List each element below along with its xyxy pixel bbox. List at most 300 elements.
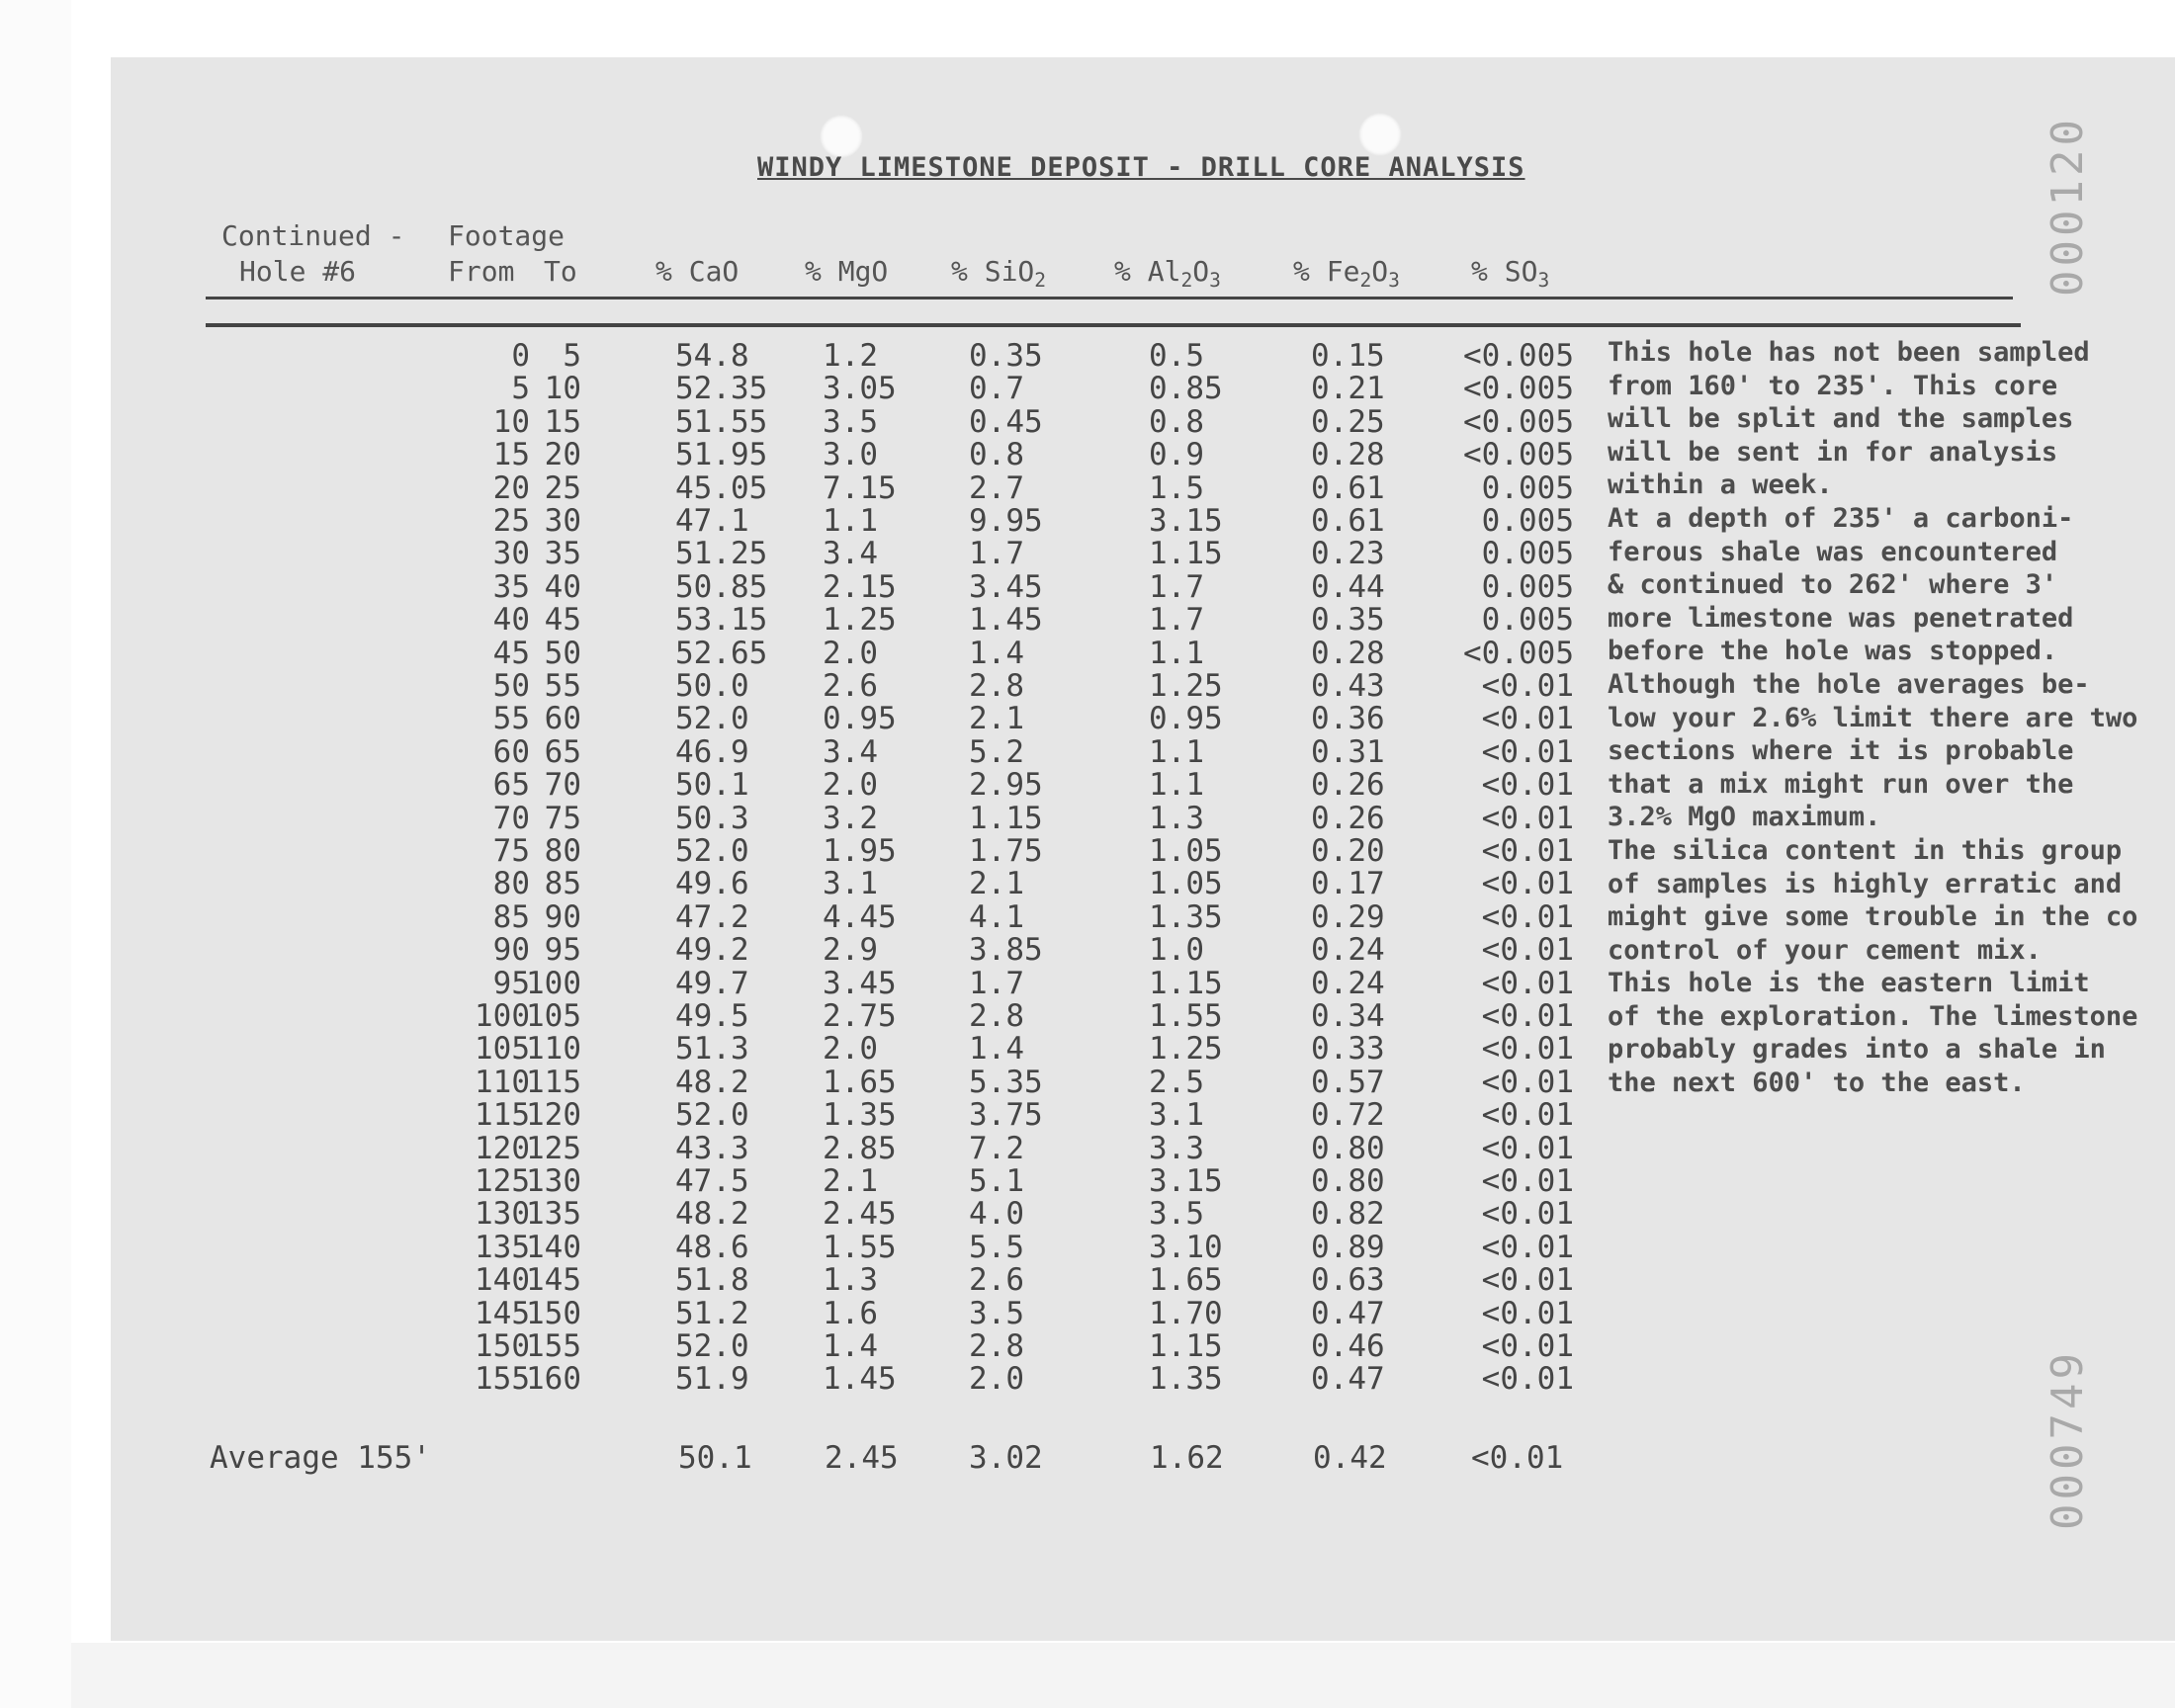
cell-so3: <0.005 (1463, 338, 1574, 374)
cell-from: 75 (492, 833, 530, 869)
note-line: the next 600' to the east. (1608, 1068, 2026, 1099)
cell-cao: 47.1 (675, 503, 749, 539)
cell-mgo: 3.2 (823, 800, 878, 836)
cell-from: 15 (492, 437, 530, 473)
note-line: that a mix might run over the (1608, 768, 2074, 800)
note-line: of the exploration. The limestone (1608, 1000, 2138, 1032)
cell-sio2: 1.4 (969, 1031, 1024, 1068)
cell-fe2o3: 0.28 (1311, 437, 1385, 473)
cell-cao: 49.2 (675, 932, 749, 969)
cell-cao: 48.2 (675, 1196, 749, 1233)
cell-cao: 51.8 (675, 1262, 749, 1299)
cell-sio2: 1.7 (969, 536, 1024, 572)
cell-to: 160 (526, 1361, 581, 1398)
cell-cao: 52.0 (675, 833, 749, 869)
cell-sio2: 9.95 (969, 503, 1043, 539)
cell-sio2: 1.75 (969, 833, 1043, 869)
cell-so3: <0.01 (1481, 932, 1574, 969)
note-line: This hole is the eastern limit (1608, 968, 2090, 999)
cell-from: 60 (492, 733, 530, 770)
header-so3: % $SO_3$ (1471, 255, 1550, 292)
cell-al2o3: 1.25 (1149, 1031, 1223, 1068)
cell-fe2o3: 0.46 (1311, 1328, 1385, 1364)
cell-cao: 48.6 (675, 1229, 749, 1265)
note-line: ferous shale was encountered (1608, 536, 2058, 567)
header-footage: Footage (448, 219, 566, 252)
cell-al2o3: 3.15 (1149, 503, 1223, 539)
cell-to: 25 (544, 470, 581, 506)
cell-fe2o3: 0.35 (1311, 602, 1385, 639)
header-cao: % CaO (655, 255, 740, 288)
cell-from: 95 (492, 965, 530, 1001)
cell-cao: 48.2 (675, 1064, 749, 1100)
cell-mgo: 3.45 (823, 965, 897, 1001)
note-line: might give some trouble in the co (1608, 901, 2138, 933)
cell-mgo: 2.0 (823, 767, 878, 804)
cell-fe2o3: 0.24 (1311, 932, 1385, 969)
cell-sio2: 4.0 (969, 1196, 1024, 1233)
cell-cao: 50.85 (675, 568, 768, 605)
cell-fe2o3: 0.80 (1311, 1130, 1385, 1166)
cell-mgo: 1.25 (823, 602, 897, 639)
header-hole: Hole #6 (239, 255, 357, 288)
cell-from: 115 (475, 1097, 530, 1134)
cell-al2o3: 0.95 (1149, 701, 1223, 737)
cell-sio2: 7.2 (969, 1130, 1024, 1166)
cell-to: 10 (544, 371, 581, 407)
cell-to: 110 (526, 1031, 581, 1068)
cell-from: 135 (475, 1229, 530, 1265)
cell-to: 65 (544, 733, 581, 770)
cell-so3: 0.005 (1481, 568, 1574, 605)
average-mgo: 2.45 (825, 1440, 899, 1476)
cell-cao: 51.9 (675, 1361, 749, 1398)
cell-cao: 52.65 (675, 635, 768, 671)
cell-to: 90 (544, 898, 581, 935)
cell-sio2: 3.5 (969, 1295, 1024, 1331)
note-line: before the hole was stopped. (1608, 636, 2058, 667)
cell-cao: 51.55 (675, 403, 768, 440)
cell-cao: 47.2 (675, 898, 749, 935)
cell-cao: 51.25 (675, 536, 768, 572)
average-al2o3: 1.62 (1150, 1440, 1224, 1476)
cell-so3: <0.01 (1481, 668, 1574, 704)
page-stamp-top: 000120 (2043, 116, 2093, 297)
header-continued: Continued - (221, 219, 405, 252)
cell-fe2o3: 0.47 (1311, 1295, 1385, 1331)
cell-to: 125 (526, 1130, 581, 1166)
cell-from: 25 (492, 503, 530, 539)
cell-from: 50 (492, 668, 530, 704)
note-line: sections where it is probable (1608, 735, 2074, 767)
cell-to: 55 (544, 668, 581, 704)
cell-sio2: 0.45 (969, 403, 1043, 440)
cell-al2o3: 3.5 (1149, 1196, 1204, 1233)
cell-so3: <0.01 (1481, 1064, 1574, 1100)
cell-from: 130 (475, 1196, 530, 1233)
cell-so3: 0.005 (1481, 536, 1574, 572)
cell-cao: 50.1 (675, 767, 749, 804)
cell-to: 115 (526, 1064, 581, 1100)
cell-from: 80 (492, 866, 530, 902)
cell-from: 70 (492, 800, 530, 836)
cell-so3: 0.005 (1481, 470, 1574, 506)
cell-al2o3: 1.70 (1149, 1295, 1223, 1331)
cell-to: 5 (563, 338, 581, 374)
cell-cao: 54.8 (675, 338, 749, 374)
cell-cao: 45.05 (675, 470, 768, 506)
cell-fe2o3: 0.72 (1311, 1097, 1385, 1134)
cell-sio2: 2.6 (969, 1262, 1024, 1299)
note-line: from 160' to 235'. This core (1608, 370, 2058, 401)
cell-al2o3: 1.7 (1149, 568, 1204, 605)
cell-mgo: 2.0 (823, 1031, 878, 1068)
cell-from: 10 (492, 403, 530, 440)
cell-so3: 0.005 (1481, 503, 1574, 539)
cell-sio2: 2.8 (969, 668, 1024, 704)
average-fe2o3: 0.42 (1313, 1440, 1387, 1476)
cell-to: 40 (544, 568, 581, 605)
cell-fe2o3: 0.28 (1311, 635, 1385, 671)
cell-so3: <0.01 (1481, 1229, 1574, 1265)
cell-fe2o3: 0.25 (1311, 403, 1385, 440)
cell-so3: <0.005 (1463, 403, 1574, 440)
cell-al2o3: 1.15 (1149, 1328, 1223, 1364)
cell-cao: 51.2 (675, 1295, 749, 1331)
cell-sio2: 3.45 (969, 568, 1043, 605)
cell-so3: <0.01 (1481, 833, 1574, 869)
cell-sio2: 5.1 (969, 1163, 1024, 1199)
cell-from: 5 (511, 371, 530, 407)
cell-mgo: 3.1 (823, 866, 878, 902)
cell-sio2: 5.35 (969, 1064, 1043, 1100)
cell-sio2: 2.8 (969, 1328, 1024, 1364)
cell-mgo: 2.6 (823, 668, 878, 704)
cell-al2o3: 1.15 (1149, 965, 1223, 1001)
cell-fe2o3: 0.34 (1311, 998, 1385, 1034)
cell-fe2o3: 0.57 (1311, 1064, 1385, 1100)
cell-from: 120 (475, 1130, 530, 1166)
cell-from: 110 (475, 1064, 530, 1100)
cell-from: 85 (492, 898, 530, 935)
cell-al2o3: 3.3 (1149, 1130, 1204, 1166)
cell-cao: 53.15 (675, 602, 768, 639)
cell-mgo: 7.15 (823, 470, 897, 506)
header-mgo: % MgO (805, 255, 889, 288)
cell-to: 80 (544, 833, 581, 869)
cell-sio2: 2.7 (969, 470, 1024, 506)
cell-mgo: 3.5 (823, 403, 878, 440)
header-al2o3: % $Al_2O_3$ (1114, 255, 1221, 292)
note-line: of samples is highly erratic and (1608, 868, 2123, 899)
cell-sio2: 3.75 (969, 1097, 1043, 1134)
cell-cao: 49.5 (675, 998, 749, 1034)
header-from: From (448, 255, 515, 288)
cell-from: 55 (492, 701, 530, 737)
cell-from: 0 (511, 338, 530, 374)
cell-mgo: 2.0 (823, 635, 878, 671)
cell-so3: <0.005 (1463, 635, 1574, 671)
cell-fe2o3: 0.20 (1311, 833, 1385, 869)
note-line: This hole has not been sampled (1608, 337, 2090, 368)
cell-from: 65 (492, 767, 530, 804)
cell-sio2: 2.0 (969, 1361, 1024, 1398)
cell-mgo: 2.75 (823, 998, 897, 1034)
page-stamp-bottom: 000749 (2043, 1349, 2093, 1530)
cell-fe2o3: 0.47 (1311, 1361, 1385, 1398)
cell-mgo: 3.4 (823, 733, 878, 770)
cell-sio2: 3.85 (969, 932, 1043, 969)
cell-from: 125 (475, 1163, 530, 1199)
cell-mgo: 1.35 (823, 1097, 897, 1134)
cell-so3: <0.01 (1481, 1031, 1574, 1068)
cell-from: 105 (475, 1031, 530, 1068)
cell-from: 30 (492, 536, 530, 572)
cell-to: 15 (544, 403, 581, 440)
cell-from: 20 (492, 470, 530, 506)
note-line: Although the hole averages be- (1608, 668, 2090, 700)
cell-to: 105 (526, 998, 581, 1034)
cell-so3: <0.01 (1481, 1097, 1574, 1134)
cell-fe2o3: 0.43 (1311, 668, 1385, 704)
cell-al2o3: 3.1 (1149, 1097, 1204, 1134)
cell-mgo: 3.05 (823, 371, 897, 407)
header-fe2o3: % $Fe_2O_3$ (1293, 255, 1400, 292)
cell-al2o3: 1.15 (1149, 536, 1223, 572)
cell-cao: 43.3 (675, 1130, 749, 1166)
average-label: Average 155' (210, 1440, 431, 1476)
cell-to: 120 (526, 1097, 581, 1134)
cell-from: 100 (475, 998, 530, 1034)
cell-from: 35 (492, 568, 530, 605)
cell-so3: <0.01 (1481, 1196, 1574, 1233)
scan-bottom-margin (71, 1643, 2175, 1708)
cell-al2o3: 1.7 (1149, 602, 1204, 639)
cell-fe2o3: 0.61 (1311, 503, 1385, 539)
cell-mgo: 1.65 (823, 1064, 897, 1100)
cell-sio2: 0.8 (969, 437, 1024, 473)
cell-from: 155 (475, 1361, 530, 1398)
cell-mgo: 1.6 (823, 1295, 878, 1331)
cell-fe2o3: 0.24 (1311, 965, 1385, 1001)
cell-sio2: 5.2 (969, 733, 1024, 770)
cell-so3: <0.01 (1481, 998, 1574, 1034)
cell-so3: <0.01 (1481, 1295, 1574, 1331)
cell-so3: <0.01 (1481, 866, 1574, 902)
cell-to: 45 (544, 602, 581, 639)
cell-to: 95 (544, 932, 581, 969)
cell-al2o3: 1.55 (1149, 998, 1223, 1034)
cell-cao: 49.7 (675, 965, 749, 1001)
cell-so3: <0.01 (1481, 1361, 1574, 1398)
cell-to: 30 (544, 503, 581, 539)
average-cao: 50.1 (678, 1440, 752, 1476)
cell-sio2: 1.7 (969, 965, 1024, 1001)
cell-mgo: 1.3 (823, 1262, 878, 1299)
cell-to: 150 (526, 1295, 581, 1331)
cell-to: 75 (544, 800, 581, 836)
cell-fe2o3: 0.61 (1311, 470, 1385, 506)
note-line: control of your cement mix. (1608, 934, 2042, 966)
cell-mgo: 2.9 (823, 932, 878, 969)
note-line: will be sent in for analysis (1608, 436, 2058, 468)
average-so3: <0.01 (1471, 1440, 1564, 1476)
cell-to: 60 (544, 701, 581, 737)
cell-fe2o3: 0.26 (1311, 767, 1385, 804)
cell-sio2: 2.1 (969, 866, 1024, 902)
cell-mgo: 1.55 (823, 1229, 897, 1265)
cell-sio2: 1.45 (969, 602, 1043, 639)
cell-so3: <0.01 (1481, 898, 1574, 935)
cell-mgo: 1.45 (823, 1361, 897, 1398)
cell-mgo: 2.1 (823, 1163, 878, 1199)
cell-so3: <0.005 (1463, 437, 1574, 473)
cell-to: 145 (526, 1262, 581, 1299)
cell-sio2: 2.95 (969, 767, 1043, 804)
header-to: To (544, 255, 577, 288)
cell-al2o3: 3.15 (1149, 1163, 1223, 1199)
cell-al2o3: 1.25 (1149, 668, 1223, 704)
cell-sio2: 1.4 (969, 635, 1024, 671)
note-line: will be split and the samples (1608, 403, 2074, 435)
cell-al2o3: 1.5 (1149, 470, 1204, 506)
average-sio2: 3.02 (969, 1440, 1043, 1476)
cell-from: 90 (492, 932, 530, 969)
note-line: & continued to 262' where 3' (1608, 569, 2058, 601)
cell-al2o3: 1.0 (1149, 932, 1204, 969)
cell-from: 40 (492, 602, 530, 639)
cell-al2o3: 1.1 (1149, 767, 1204, 804)
cell-mgo: 1.95 (823, 833, 897, 869)
cell-fe2o3: 0.44 (1311, 568, 1385, 605)
cell-cao: 52.0 (675, 1328, 749, 1364)
cell-sio2: 2.1 (969, 701, 1024, 737)
scan-margin (0, 0, 71, 1708)
cell-from: 45 (492, 635, 530, 671)
cell-to: 140 (526, 1229, 581, 1265)
cell-al2o3: 0.85 (1149, 371, 1223, 407)
cell-mgo: 0.95 (823, 701, 897, 737)
cell-mgo: 2.15 (823, 568, 897, 605)
header-rule-top (206, 297, 2013, 299)
header-sio2: % SiO$_2$ (951, 255, 1047, 292)
cell-mgo: 3.4 (823, 536, 878, 572)
cell-mgo: 2.85 (823, 1130, 897, 1166)
note-line: more limestone was penetrated (1608, 602, 2074, 634)
cell-fe2o3: 0.89 (1311, 1229, 1385, 1265)
note-line: probably grades into a shale in (1608, 1034, 2106, 1066)
cell-al2o3: 1.05 (1149, 833, 1223, 869)
cell-fe2o3: 0.21 (1311, 371, 1385, 407)
note-line: within a week. (1608, 470, 1833, 501)
cell-al2o3: 0.5 (1149, 338, 1204, 374)
cell-al2o3: 1.05 (1149, 866, 1223, 902)
cell-so3: <0.01 (1481, 767, 1574, 804)
cell-to: 155 (526, 1328, 581, 1364)
cell-to: 135 (526, 1196, 581, 1233)
punch-hole-right (1358, 113, 1402, 156)
cell-from: 140 (475, 1262, 530, 1299)
cell-mgo: 4.45 (823, 898, 897, 935)
cell-fe2o3: 0.33 (1311, 1031, 1385, 1068)
note-line: The silica content in this group (1608, 834, 2123, 866)
cell-fe2o3: 0.82 (1311, 1196, 1385, 1233)
cell-al2o3: 1.65 (1149, 1262, 1223, 1299)
cell-sio2: 5.5 (969, 1229, 1024, 1265)
cell-cao: 50.0 (675, 668, 749, 704)
note-line: low your 2.6% limit there are two (1608, 702, 2138, 733)
cell-al2o3: 2.5 (1149, 1064, 1204, 1100)
cell-so3: <0.01 (1481, 733, 1574, 770)
cell-sio2: 1.15 (969, 800, 1043, 836)
cell-mgo: 1.4 (823, 1328, 878, 1364)
cell-cao: 52.35 (675, 371, 768, 407)
cell-fe2o3: 0.31 (1311, 733, 1385, 770)
cell-cao: 51.3 (675, 1031, 749, 1068)
cell-to: 35 (544, 536, 581, 572)
note-line: At a depth of 235' a carboni- (1608, 502, 2074, 534)
cell-so3: <0.01 (1481, 1262, 1574, 1299)
cell-al2o3: 3.10 (1149, 1229, 1223, 1265)
cell-cao: 50.3 (675, 800, 749, 836)
cell-to: 130 (526, 1163, 581, 1199)
cell-so3: <0.01 (1481, 701, 1574, 737)
cell-so3: <0.01 (1481, 800, 1574, 836)
cell-al2o3: 1.3 (1149, 800, 1204, 836)
cell-mgo: 3.0 (823, 437, 878, 473)
cell-fe2o3: 0.15 (1311, 338, 1385, 374)
cell-al2o3: 0.9 (1149, 437, 1204, 473)
cell-to: 100 (526, 965, 581, 1001)
cell-to: 20 (544, 437, 581, 473)
cell-to: 70 (544, 767, 581, 804)
cell-so3: <0.01 (1481, 1163, 1574, 1199)
cell-sio2: 2.8 (969, 998, 1024, 1034)
cell-to: 50 (544, 635, 581, 671)
header-rule-bottom (206, 323, 2021, 327)
cell-so3: 0.005 (1481, 602, 1574, 639)
document-title: WINDY LIMESTONE DEPOSIT - DRILL CORE ANALYSIS (757, 152, 1525, 183)
cell-sio2: 0.35 (969, 338, 1043, 374)
cell-fe2o3: 0.17 (1311, 866, 1385, 902)
cell-so3: <0.01 (1481, 965, 1574, 1001)
cell-so3: <0.01 (1481, 1328, 1574, 1364)
cell-al2o3: 1.1 (1149, 733, 1204, 770)
cell-cao: 49.6 (675, 866, 749, 902)
cell-al2o3: 1.35 (1149, 1361, 1223, 1398)
cell-from: 145 (475, 1295, 530, 1331)
cell-mgo: 1.2 (823, 338, 878, 374)
cell-cao: 51.95 (675, 437, 768, 473)
cell-to: 85 (544, 866, 581, 902)
cell-fe2o3: 0.63 (1311, 1262, 1385, 1299)
cell-fe2o3: 0.26 (1311, 800, 1385, 836)
cell-cao: 46.9 (675, 733, 749, 770)
cell-so3: <0.01 (1481, 1130, 1574, 1166)
cell-sio2: 4.1 (969, 898, 1024, 935)
cell-fe2o3: 0.36 (1311, 701, 1385, 737)
analysis-notes (1608, 336, 2161, 1100)
cell-from: 150 (475, 1328, 530, 1364)
cell-fe2o3: 0.23 (1311, 536, 1385, 572)
cell-cao: 47.5 (675, 1163, 749, 1199)
cell-sio2: 0.7 (969, 371, 1024, 407)
note-line: 3.2% MgO maximum. (1608, 802, 1881, 833)
cell-mgo: 2.45 (823, 1196, 897, 1233)
cell-fe2o3: 0.29 (1311, 898, 1385, 935)
cell-al2o3: 1.1 (1149, 635, 1204, 671)
cell-so3: <0.005 (1463, 371, 1574, 407)
